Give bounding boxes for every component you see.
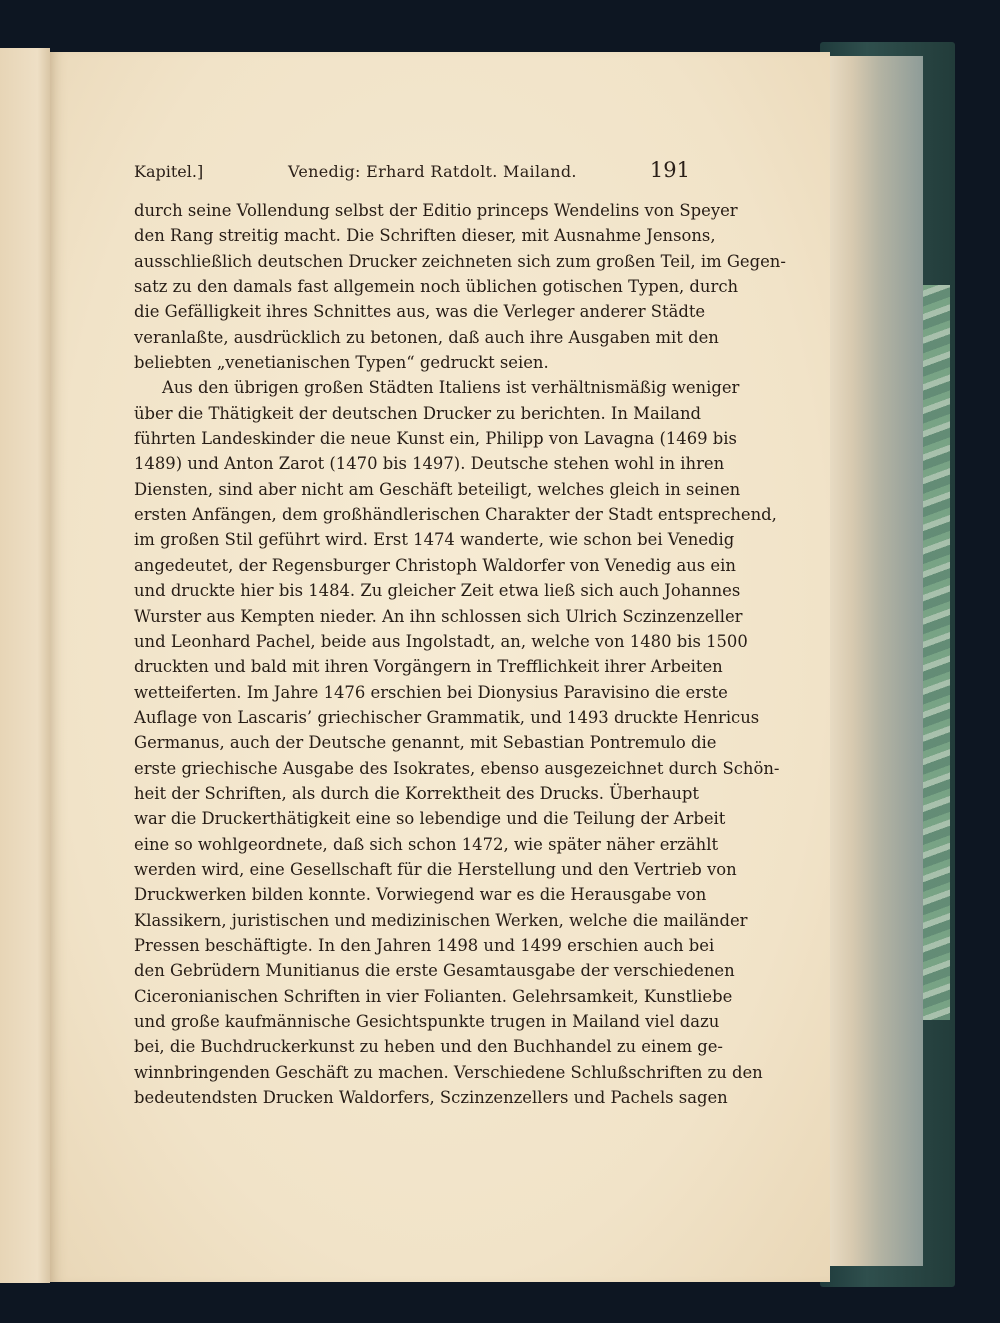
chapter-label: Kapitel.] xyxy=(134,162,204,181)
text-line: druckten und bald mit ihren Vorgängern in Trefflichkeit ihrer Arbeiten xyxy=(134,657,723,677)
text-line: wetteiferten. Im Jahre 1476 erschien bei Dionysius Paravisino die erste xyxy=(134,682,728,702)
text-line: Pressen beschäftigte. In den Jahren 1498 und 1499 erschien auch bei xyxy=(134,935,715,955)
text-line: heit der Schriften, als durch die Korrektheit des Drucks. Überhaupt xyxy=(134,783,699,803)
text-line: Germanus, auch der Deutsche genannt, mit Sebastian Pontremulo die xyxy=(134,733,717,753)
text-line: den Rang streitig macht. Die Schriften dieser, mit Ausnahme Jensons, xyxy=(134,226,716,246)
text-line: ersten Anfängen, dem großhändlerischen Charakter der Stadt entsprechend, xyxy=(134,505,777,525)
text-line: die Gefälligkeit ihres Schnittes aus, was die Verleger anderer Städte xyxy=(134,302,706,322)
text-line: im großen Stil geführt wird. Erst 1474 wanderte, wie schon bei Venedig xyxy=(134,530,735,550)
text-line: den Gebrüdern Munitianus die erste Gesamtausgabe der verschiedenen xyxy=(134,961,735,981)
text-line: Klassikern, juristischen und medizinischen Werken, welche die mailänder xyxy=(134,910,748,930)
text-line: Diensten, sind aber nicht am Geschäft beteiligt, welches gleich in seinen xyxy=(134,479,741,499)
page-number: 191 xyxy=(649,158,690,182)
text-line: angedeutet, der Regensburger Christoph Waldorfer von Venedig aus ein xyxy=(134,555,736,575)
text-line: ausschließlich deutschen Drucker zeichneten sich zum großen Teil, im Gegen- xyxy=(134,251,786,271)
body-text xyxy=(134,198,786,1110)
text-line: eine so wohlgeordnete, daß sich schon 1472, wie später näher erzählt xyxy=(134,834,719,854)
text-line: war die Druckerthätigkeit eine so lebendige und die Teilung der Arbeit xyxy=(134,809,726,829)
text-line: bei, die Buchdruckerkunst zu heben und den Buchhandel zu einem ge- xyxy=(134,1037,723,1057)
text-line: durch seine Vollendung selbst der Editio princeps Wendelins von Speyer xyxy=(134,201,738,220)
text-line: Aus den übrigen großen Städten Italiens ist verhältnismäßig weniger xyxy=(162,378,740,398)
text-line: Auflage von Lascaris’ griechischer Grammatik, und 1493 druckte Henricus xyxy=(134,707,760,727)
text-line: satz zu den damals fast allgemein noch üblichen gotischen Typen, durch xyxy=(134,277,739,297)
text-line: Wurster aus Kempten nieder. An ihn schlossen sich Ulrich Sczinzenzeller xyxy=(134,606,743,626)
text-line: veranlaßte, ausdrücklich zu betonen, daß auch ihre Ausgaben mit den xyxy=(134,327,719,347)
text-line: werden wird, eine Gesellschaft für die Herstellung und den Vertrieb von xyxy=(134,859,737,879)
text-line: erste griechische Ausgabe des Isokrates, ebenso ausgezeichnet durch Schön- xyxy=(134,758,780,778)
text-line: winnbringenden Geschäft zu machen. Verschiedene Schlußschriften zu den xyxy=(134,1062,763,1082)
facing-page-edge xyxy=(0,48,50,1283)
text-line: bedeutendsten Drucken Waldorfers, Sczinzenzellers und Pachels sagen xyxy=(134,1088,728,1108)
text-line: und Leonhard Pachel, beide aus Ingolstadt, an, welche von 1480 bis 1500 xyxy=(134,631,748,651)
text-line: über die Thätigkeit der deutschen Drucker zu berichten. In Mailand xyxy=(134,403,702,423)
running-title: Venedig: Erhard Ratdolt. Mailand. xyxy=(288,162,577,181)
text-line: und große kaufmännische Gesichtspunkte trugen in Mailand viel dazu xyxy=(134,1012,720,1031)
text-line: Ciceronianischen Schriften in vier Folianten. Gelehrsamkeit, Kunstliebe xyxy=(134,986,733,1006)
text-line: führten Landeskinder die neue Kunst ein, Philipp von Lavagna (1469 bis xyxy=(134,429,737,449)
text-line: und druckte hier bis 1484. Zu gleicher Zeit etwa ließ sich auch Johannes xyxy=(134,581,741,601)
text-line: Druckwerken bilden konnte. Vorwiegend war es die Herausgabe von xyxy=(134,885,707,905)
running-header xyxy=(134,158,690,188)
text-line: 1489) und Anton Zarot (1470 bis 1497). Deutsche stehen wohl in ihren xyxy=(134,454,725,474)
page-block-edge xyxy=(828,56,923,1266)
text-line: beliebten „venetianischen Typen“ gedruckt seien. xyxy=(134,353,549,373)
